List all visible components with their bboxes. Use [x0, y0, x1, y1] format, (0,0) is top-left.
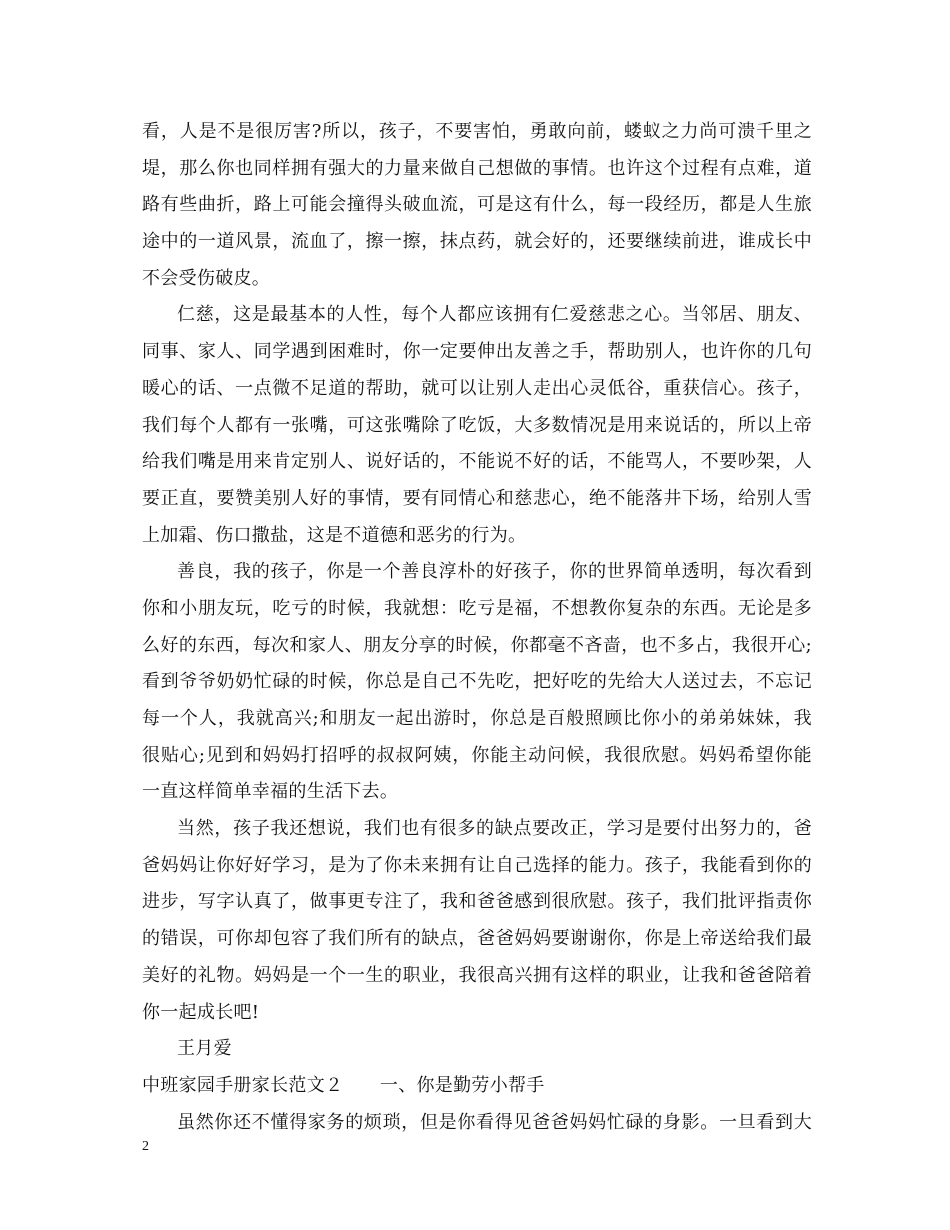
text-line: 我们每个人都有一张嘴，可这张嘴除了吃饭，大多数情况是用来说话的，所以上帝 [142, 414, 812, 436]
text-line: 看，人是不是很厉害?所以，孩子，不要害怕，勇敢向前，蝼蚁之力尚可溃千里之 [142, 121, 812, 142]
text-line: 王月爱 [177, 1038, 232, 1060]
text-line: 的错误，可你却包容了我们所有的缺点，爸爸妈妈要谢谢你，你是上帝送给我们最 [142, 928, 812, 950]
text-line: 不会受伤破皮。 [142, 267, 271, 289]
text-line: 你和小朋友玩，吃亏的时候，我就想：吃亏是福，不想教你复杂的东西。无论是多 [142, 597, 812, 619]
section-heading: 中班家园手册家长范文２ 一、你是勤劳小帮手 [142, 1074, 545, 1096]
text-line: 你一起成长吧! [142, 1001, 260, 1023]
text-line: 要正直，要赞美别人好的事情，要有同情心和慈悲心，绝不能落井下场，给别人雪 [142, 487, 812, 509]
page-number: 2 [142, 1139, 149, 1154]
text-line: 途中的一道风景，流血了，擦一擦，抹点药，就会好的，还要继续前进，谁成长中 [142, 231, 812, 253]
text-line: 当然，孩子我还想说，我们也有很多的缺点要改正，学习是要付出努力的，爸 [177, 818, 812, 840]
text-line: 上加霜、伤口撒盐，这是不道德和恶劣的行为。 [142, 524, 527, 546]
text-line: 么好的东西，每次和家人、朋友分享的时候，你都毫不吝啬，也不多占，我很开心; [142, 634, 812, 656]
text-line: 路有些曲折，路上可能会撞得头破血流，可是这有什么，每一段经历，都是人生旅 [142, 194, 812, 216]
text-line: 同事、家人、同学遇到困难时，你一定要伸出友善之手，帮助别人，也许你的几句 [142, 341, 812, 363]
text-line: 美好的礼物。妈妈是一个一生的职业，我很高兴拥有这样的职业，让我和爸爸陪着 [142, 964, 812, 986]
text-line: 每一个人，我就高兴;和朋友一起出游时，你总是百般照顾比你小的弟弟妹妹，我 [142, 708, 812, 729]
text-line: 给我们嘴是用来肯定别人、说好话的，不能说不好的话，不能骂人，不要吵架，人 [142, 451, 812, 473]
text-line: 一直这样简单幸福的生活下去。 [142, 781, 399, 803]
text-line: 看到爷爷奶奶忙碌的时候，你总是自己不先吃，把好吃的先给大人送过去，不忘记 [142, 671, 812, 693]
text-line: 爸妈妈让你好好学习，是为了你未来拥有让自己选择的能力。孩子，我能看到你的 [142, 854, 812, 876]
text-line: 很贴心;见到和妈妈打招呼的叔叔阿姨，你能主动问候，我很欣慰。妈妈希望你能 [142, 744, 812, 766]
text-line: 暖心的话、一点微不足道的帮助，就可以让别人走出心灵低谷，重获信心。孩子， [142, 377, 812, 399]
text-line: 进步，写字认真了，做事更专注了，我和爸爸感到很欣慰。孩子，我们批评指责你 [142, 891, 812, 913]
text-line: 虽然你还不懂得家务的烦琐，但是你看得见爸爸妈妈忙碌的身影。一旦看到大 [177, 1111, 812, 1133]
text-line: 仁慈，这是最基本的人性，每个人都应该拥有仁爱慈悲之心。当邻居、朋友、 [177, 304, 812, 326]
text-line: 堤，那么你也同样拥有强大的力量来做自己想做的事情。也许这个过程有点难，道 [142, 157, 812, 179]
text-line: 善良，我的孩子，你是一个善良淳朴的好孩子，你的世界简单透明，每次看到 [177, 561, 812, 583]
document-body [142, 114, 812, 1141]
